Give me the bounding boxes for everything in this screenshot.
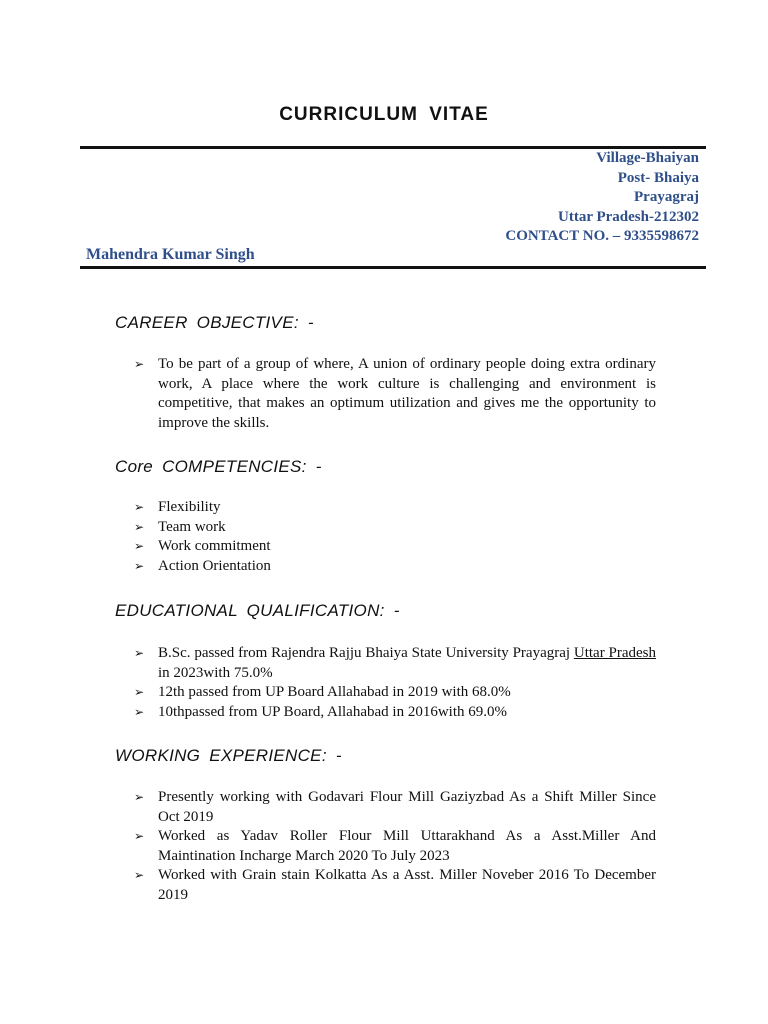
list-item: [134, 557, 656, 577]
competency-text: Action Orientation: [158, 557, 271, 574]
list-item: [134, 788, 656, 827]
education-text: 10thpassed from UP Board, Allahabad in 2016with 69.0%: [158, 703, 507, 720]
experience-text: Presently working with Godavari Flour Mill Gaziyzbad As a Shift Miller Since Oct 2019: [158, 789, 656, 825]
arrowhead-bullet-icon: ➢: [134, 704, 145, 719]
arrowhead-bullet-icon: ➢: [134, 868, 145, 882]
contact-number: CONTACT NO. – 9335598672: [505, 228, 699, 245]
working-experience-heading: WORKING EXPERIENCE: -: [115, 746, 342, 765]
list-item: [134, 827, 656, 866]
list-item: [134, 537, 656, 557]
career-objective-heading: CAREER OBJECTIVE: -: [115, 313, 314, 332]
list-item: [134, 498, 656, 518]
experience-text: Worked with Grain stain Kolkatta As a Asst. Miller Noveber 2016 To December 2019: [158, 867, 656, 903]
address-state: Uttar Pradesh-212302: [558, 208, 699, 225]
list-item: [134, 644, 656, 683]
education-text-part: B.Sc. passed from Rajendra Rajju Bhaiya State University Prayagraj: [158, 645, 574, 661]
education-underlined-state: Uttar Pradesh: [573, 645, 656, 661]
list-item: [134, 703, 656, 723]
arrowhead-bullet-icon: ➢: [134, 646, 145, 660]
list-item: [134, 866, 656, 905]
education-text: 12th passed from UP Board Allahabad in 2019 with 68.0%: [158, 684, 511, 700]
address-block: [505, 149, 699, 247]
core-competencies-list: [134, 498, 656, 576]
competency-text: Flexibility: [158, 499, 221, 515]
working-experience-list: [134, 788, 656, 905]
core-competencies-heading: Core COMPETENCIES: -: [115, 457, 322, 476]
experience-text: Worked as Yadav Roller Flour Mill Uttarakhand As a Asst.Miller And Maintination Incharge March 2020 To July 2023: [158, 828, 656, 864]
arrowhead-bullet-icon: ➢: [134, 519, 145, 534]
education-list: [134, 644, 656, 722]
list-item: [134, 683, 656, 703]
career-objective-list: [134, 355, 656, 433]
career-objective-text: To be part of a group of where, A union of ordinary people doing extra ordinary work, A place where the work culture is challenging and environment is competitive, that makes an optimum utilization and gives me the opportunity to improve the skills.: [158, 356, 656, 431]
arrowhead-bullet-icon: ➢: [134, 357, 145, 371]
arrowhead-bullet-icon: ➢: [134, 539, 145, 553]
arrowhead-bullet-icon: ➢: [134, 829, 145, 843]
arrowhead-bullet-icon: ➢: [134, 500, 145, 514]
arrowhead-bullet-icon: ➢: [134, 558, 145, 573]
arrowhead-bullet-icon: ➢: [134, 790, 145, 804]
competency-text: Work commitment: [158, 538, 271, 554]
education-heading: EDUCATIONAL QUALIFICATION: -: [115, 601, 400, 620]
address-post: Post- Bhaiya: [617, 169, 699, 186]
address-village: Village-Bhaiyan: [596, 150, 699, 166]
competency-text: Team work: [158, 518, 226, 535]
education-text-part: in 2023with 75.0%: [158, 664, 273, 681]
address-city: Prayagraj: [634, 189, 699, 206]
header-bottom-rule: [80, 266, 706, 269]
arrowhead-bullet-icon: ➢: [134, 685, 145, 699]
list-item: [134, 355, 656, 433]
candidate-name: Mahendra Kumar Singh: [86, 246, 255, 263]
document-title: CURRICULUM VITAE: [279, 104, 489, 125]
list-item: [134, 518, 656, 538]
